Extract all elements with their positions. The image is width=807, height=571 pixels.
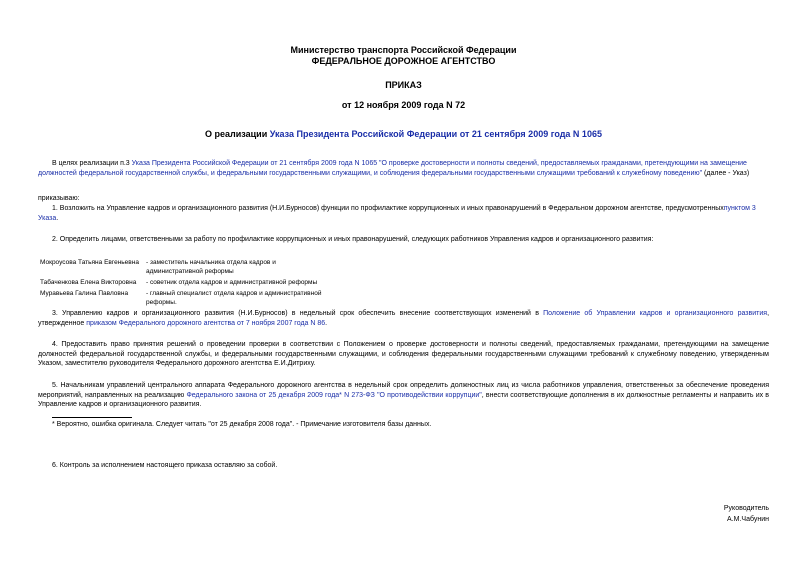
orders-word: приказываю: [38, 195, 80, 202]
item-5: 5. Начальникам управлений центрального аппарата Федерального дорожного агентства в недельный срок определить должностных лиц из числа работников управления, ответственных за обеспечение проведения мероприятий, направленных на реализацию Федерального закона от 25 декабря 2009 года* N 273-ФЗ "О противодействии коррупции", внести соответствующие дополнения в их должностные регламенты и направить их в Управление кадров и организационного развития. [38, 382, 770, 408]
signature-position: Руководитель [723, 505, 769, 512]
item-1: 1. Возложить на Управление кадров и организационного развития (Н.И.Бурносов) функции по профилактике коррупционных и иных правонарушений в Федеральном дорожном агентстве, предусмотренныхпунктом 3 Указа. [38, 205, 756, 222]
item-6: 6. Контроль за исполнением настоящего приказа оставляю за собой. [52, 462, 278, 469]
agency-name: ФЕДЕРАЛЬНОЕ ДОРОЖНОЕ АГЕНТСТВО [311, 56, 496, 66]
regulation-link[interactable]: Положение об Управлении кадров и организационного развития [543, 310, 768, 317]
staff-name-1: Мокроусова Татьяна Евгеньевна [40, 259, 139, 266]
decree-link-preamble[interactable]: Указа Президента Российской Федерации от 21 сентября 2009 года N 1065 "О проверке достоверности и полноты сведений, предоставляемых гражданами, претендующими на замещение должностей федеральной государственной службы, и федеральными государственными служащими, и соблюдения федеральными государственными служащими требований к служебному поведению" [38, 160, 747, 177]
federal-law-link[interactable]: Федерального закона от 25 декабря 2009 года* N 273-ФЗ "О противодействии коррупции" [186, 391, 482, 399]
doc-date-number: от 12 ноября 2009 года N 72 [341, 100, 466, 110]
decree-link-title[interactable]: Указа Президента Российской Федерации от 21 сентября 2009 года N 1065 [269, 129, 602, 139]
doc-title [0, 129, 807, 140]
footnote: * Вероятно, ошибка оригинала. Следует читать "от 25 декабря 2008 года". - Примечание изготовителя базы данных. [52, 421, 432, 428]
staff-role-2: - советник отдела кадров и административной реформы [146, 279, 318, 286]
order-86-link[interactable]: приказом Федерального дорожного агентства от 7 ноября 2007 года N 86 [86, 319, 326, 327]
item-2: 2. Определить лицами, ответственными за работу по профилактике коррупционных и иных правонарушений, следующих работников Управления кадров и организационного развития: [52, 236, 654, 243]
preamble: В целях реализации п.3 Указа Президента Российской Федерации от 21 сентября 2009 года N 1065 "О проверке достоверности и полноты сведений, предоставляемых гражданами, претендующими на замещение должностей федеральной государственной службы, и федеральными государственными служащими, и соблюдения федеральными государственными служащими требований к служебному поведению" (далее - Указ) [38, 160, 750, 177]
item-3: 3. Управлению кадров и организационного развития (Н.И.Бурносов) в недельный срок обеспечить внесение соответствующих изменений в Положение об Управлении кадров и организационного развития, утвержденное приказом Федерального дорожного агентства от 7 ноября 2007 года N 86. [38, 310, 770, 327]
staff-name-3: Муравьева Галина Павловна [40, 290, 129, 297]
staff-name-2: Табаченкова Елена Викторовна [40, 279, 137, 286]
doc-type: ПРИКАЗ [385, 80, 422, 90]
item-4: 4. Предоставить право принятия решений о проведении проверки в соответствии с Положением о проверке достоверности и полноты сведений, предоставляемых гражданами, претендующими на замещение должностей федеральной государственной службы, и федеральными государственными служащими, и соблюдения федеральными государственными служащими требований к служебному поведению, утвержденным Указом, заместителю руководителя Федерального дорожного агентства Е.И.Дитриху. [38, 341, 769, 367]
footnote-divider [52, 417, 132, 418]
ministry-name: Министерство транспорта Российской Федерации [290, 45, 517, 55]
decree-point-3-link[interactable]: пунктом 3 Указа [38, 205, 756, 222]
doc-title-prefix: О реализации [205, 129, 270, 139]
staff-role-3: - главный специалист отдела кадров и административной реформы. [146, 290, 322, 306]
signature-name: А.М.Чабунин [727, 516, 769, 523]
staff-role-1: - заместитель начальника отдела кадров и административной реформы [146, 259, 276, 275]
